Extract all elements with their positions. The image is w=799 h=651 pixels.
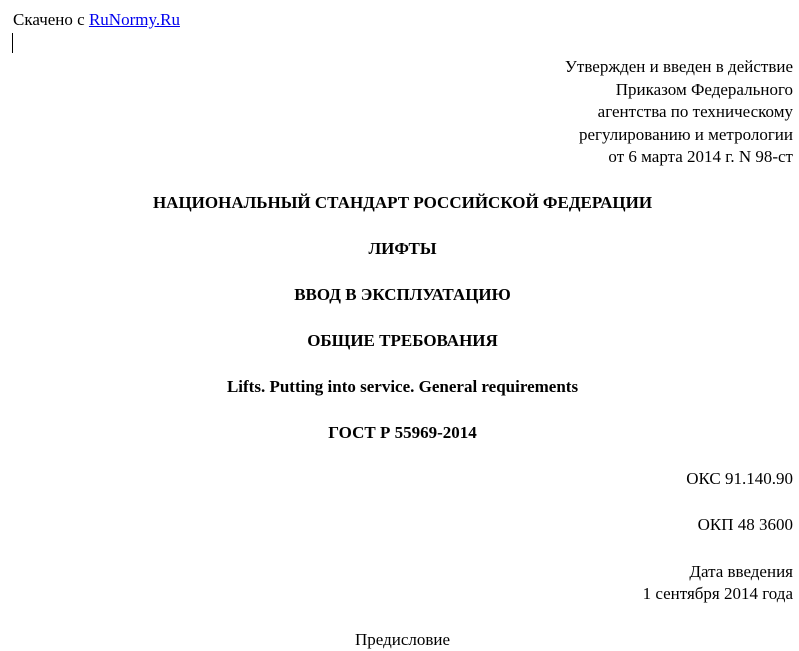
- approval-line: агентства по техническому: [597, 102, 793, 121]
- runormy-link[interactable]: RuNormy.Ru: [88, 10, 180, 29]
- approval-line: Приказом Федерального: [615, 79, 793, 99]
- gost-number: ГОСТ Р 55969-2014: [328, 423, 477, 442]
- general-requirements-title: ОБЩИЕ ТРЕБОВАНИЯ: [307, 331, 498, 350]
- approval-line: от 6 марта 2014 г. N 98-ст: [608, 147, 793, 166]
- approval-block: [565, 56, 793, 169]
- national-standard-title: НАЦИОНАЛЬНЫЙ СТАНДАРТ РОССИЙСКОЙ ФЕДЕРАЦИИ: [152, 193, 653, 212]
- introduction-date-label: Дата введения: [689, 562, 793, 581]
- commissioning-title: ВВОД В ЭКСПЛУАТАЦИЮ: [294, 285, 511, 304]
- preface-heading: Предисловие: [354, 630, 451, 649]
- text-cursor: [12, 33, 13, 53]
- okp-code: ОКП 48 3600: [697, 515, 793, 534]
- lifts-title: ЛИФТЫ: [368, 239, 437, 258]
- english-title: Lifts. Putting into service. General requirements: [226, 377, 579, 396]
- introduction-date-value: 1 сентября 2014 года: [642, 584, 793, 603]
- downloaded-from-label: Скачено с: [13, 10, 85, 29]
- source-line: [13, 9, 180, 31]
- oks-code: ОКС 91.140.90: [686, 469, 793, 488]
- approval-line: Утвержден и введен в действие: [564, 57, 793, 76]
- approval-line: регулированию и метрологии: [578, 124, 793, 144]
